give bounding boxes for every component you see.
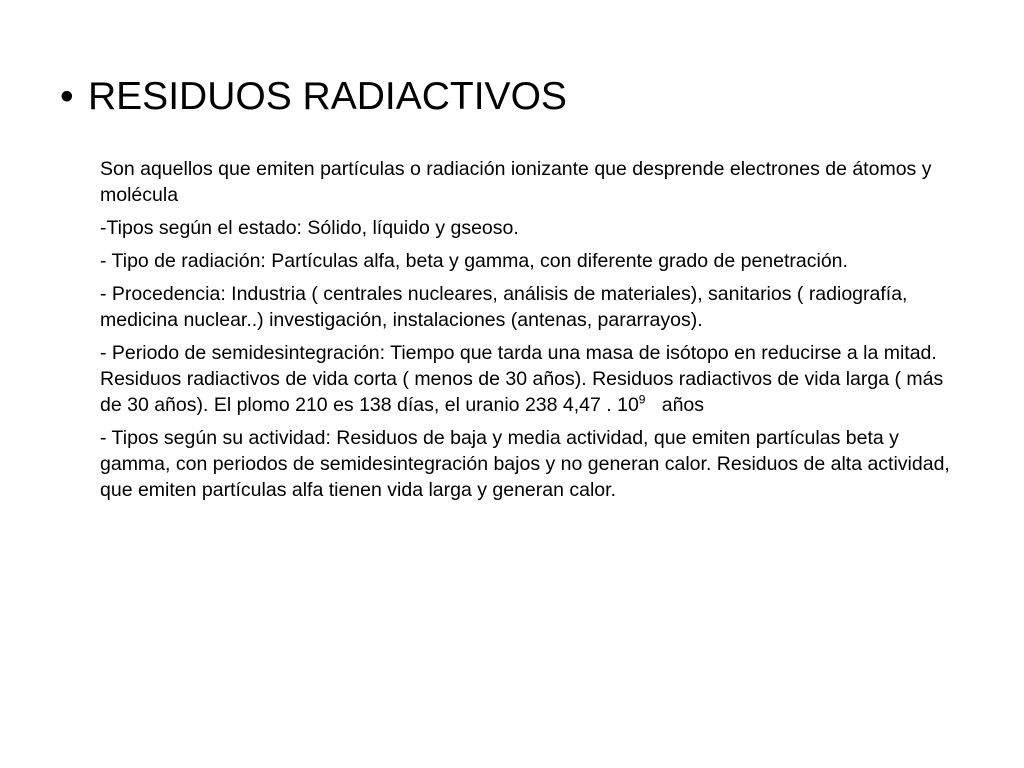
paragraph-definition: Son aquellos que emiten partículas o radiación ionizante que desprende electrones de átomos y molécula: [100, 158, 932, 206]
slide-title-row: [60, 74, 567, 120]
half-life-suffix: años: [645, 394, 705, 416]
title-bullet: •: [60, 75, 74, 118]
paragraph-origin: - Procedencia: Industria ( centrales nucleares, análisis de materiales), sanitarios ( radiografía, medicina nuclear..) investigación, instalaciones (antenas, pararrayos).: [100, 283, 908, 331]
paragraph-half-life: [100, 340, 960, 418]
half-life-text: - Periodo de semidesintegración: Tiempo que tarda una masa de isótopo en reducirse a la mitad. Residuos radiactivos de vida corta ( menos de 30 años). Residuos radiactivos de vida larga ( más de 30 años). El plomo 210 es 138 días, el uranio 238 4,47 . 10: [100, 342, 944, 416]
slide-body: [100, 156, 960, 510]
slide-title: RESIDUOS RADIACTIVOS: [88, 75, 567, 118]
half-life-exponent: 9: [638, 392, 646, 407]
paragraph-types-by-activity: - Tipos según su actividad: Residuos de baja y media actividad, que emiten partículas beta y gamma, con periodos de semidesintegración bajos y no generan calor. Residuos de alta actividad, que emiten partículas alfa tienen vida larga y generan calor.: [100, 427, 950, 501]
paragraph-radiation-type: - Tipo de radiación: Partículas alfa, beta y gamma, con diferente grado de penetración.: [100, 250, 848, 272]
paragraph-types-by-state: -Tipos según el estado: Sólido, líquido y gseoso.: [100, 217, 519, 239]
